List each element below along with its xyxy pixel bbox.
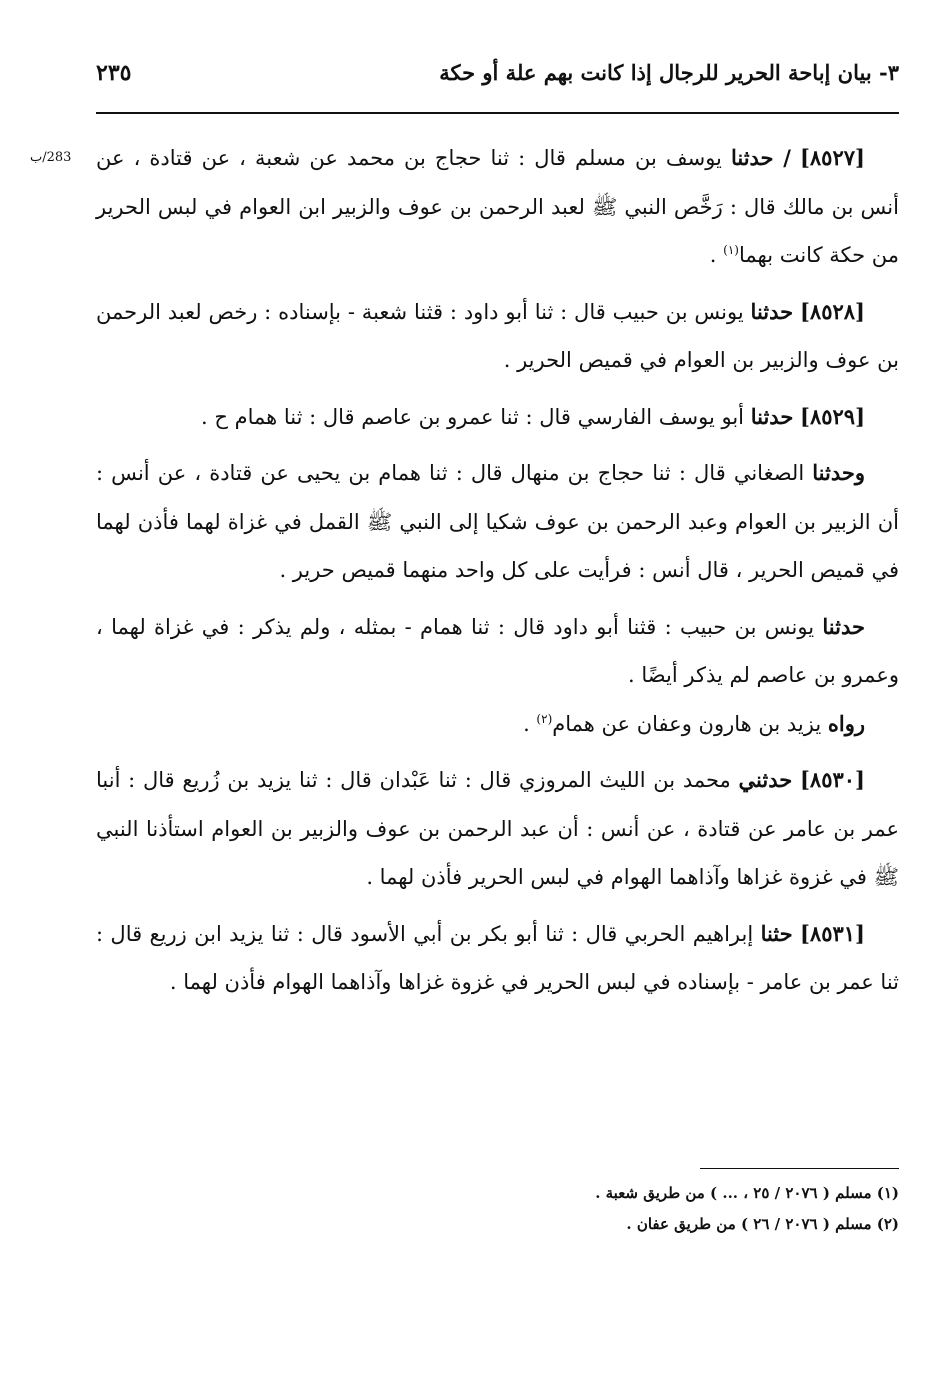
hadith-text: محمد بن الليث المروزي قال : ثنا عَبْدان قال : ثنا يزيد بن زُريع قال : أنبا عمر بن عامر عن قتادة ، عن أنس : أن عبد الرحمن بن عوف والزبير بن العوام استأذنا النبي ﷺ في غزوة غزاها وآذاهما الهوام في لبس الحرير فأذن لهما . xyxy=(96,768,899,889)
footnote-ref-1[interactable]: (١) xyxy=(723,243,739,257)
hadith-8531 xyxy=(96,910,899,1007)
hadith-8528 xyxy=(96,288,899,385)
page-number: ٢٣٥ xyxy=(96,60,132,86)
hadith-lead: حدثنا xyxy=(750,403,794,429)
paragraph-yunus xyxy=(96,603,899,700)
hadith-text: يوسف بن مسلم قال : ثنا حجاج بن محمد عن شعبة ، عن قتادة ، عن أنس بن مالك قال : رَخَّص النبي ﷺ لعبد الرحمن بن عوف والزبير ابن العوام في لبس الحرير من حكة كانت بهما xyxy=(96,146,899,267)
running-header xyxy=(96,60,899,100)
paragraph-saghani xyxy=(96,449,899,595)
para-lead: رواه xyxy=(827,710,865,736)
hadith-lead: حدثنا xyxy=(750,298,794,324)
header-rule xyxy=(96,112,899,114)
hadith-number: [٨٥٢٧] xyxy=(799,145,865,170)
main-text xyxy=(96,134,899,1015)
hadith-text: إبراهيم الحربي قال : ثنا أبو بكر بن أبي الأسود قال : ثنا يزيد ابن زريع قال : ثنا عمر بن عامر - بإسناده في لبس الحرير في غزوة غزاها وآذاهما الهوام فأذن لهما . xyxy=(96,921,899,994)
para-tail: . xyxy=(523,711,537,736)
para-text: يونس بن حبيب : قثنا أبو داود قال : ثنا همام - بمثله ، ولم يذكر : في غزاة لهما ، وعمرو بن عاصم لم يذكر أيضًا . xyxy=(96,614,899,687)
hadith-lead: / حدثنا xyxy=(730,145,791,170)
hadith-number: [٨٥٢٨] xyxy=(799,298,865,324)
hadith-number: [٨٥٢٩] xyxy=(800,403,865,429)
hadith-tail: . xyxy=(709,243,724,267)
hadith-number: [٨٥٣٠] xyxy=(799,767,865,792)
footnote-1: (١) مسلم ( ٢٠٧٦ / ٢٥ ، ... ) من طريق شعبة . xyxy=(595,1184,899,1202)
para-lead: حدثنا xyxy=(822,613,865,639)
para-text: الصغاني قال : ثنا حجاج بن منهال قال : ثنا همام بن يحيى عن قتادة ، عن أنس : أن الزبير بن العوام وعبد الرحمن بن عوف شكيا إلى النبي ﷺ القمل في غزاة لهما فأذن لهما في قميص الحرير ، قال أنس : فرأيت على كل واحد منهما قميص حرير . xyxy=(96,461,899,582)
hadith-number: [٨٥٣١] xyxy=(799,920,865,946)
hadith-text: أبو يوسف الفارسي قال : ثنا عمرو بن عاصم قال : ثنا همام ح . xyxy=(201,404,745,429)
hadith-8529 xyxy=(96,393,899,442)
hadith-lead: حدثني xyxy=(738,767,793,792)
chapter-title: ٣- بيان إباحة الحرير للرجال إذا كانت بهم علة أو حكة xyxy=(439,60,899,85)
footnotes xyxy=(96,1178,899,1240)
footnote-separator xyxy=(700,1168,899,1169)
hadith-8527 xyxy=(96,134,899,280)
footnote-2: (٢) مسلم ( ٢٠٧٦ / ٢٦ ) من طريق عفان . xyxy=(626,1215,899,1233)
hadith-lead: حثنا xyxy=(760,920,793,946)
para-text: يزيد بن هارون وعفان عن همام xyxy=(552,711,822,736)
hadith-8530 xyxy=(96,756,899,902)
para-lead: وحدثنا xyxy=(812,460,865,485)
hadith-text: يونس بن حبيب قال : ثنا أبو داود : قثنا شعبة - بإسناده : رخص لعبد الرحمن بن عوف والزبير بن العوام في قميص الحرير . xyxy=(96,299,899,372)
paragraph-rawah xyxy=(96,700,899,749)
footnote-ref-2[interactable]: (٢) xyxy=(536,711,553,726)
manuscript-folio-note: 283/ب xyxy=(30,150,72,165)
